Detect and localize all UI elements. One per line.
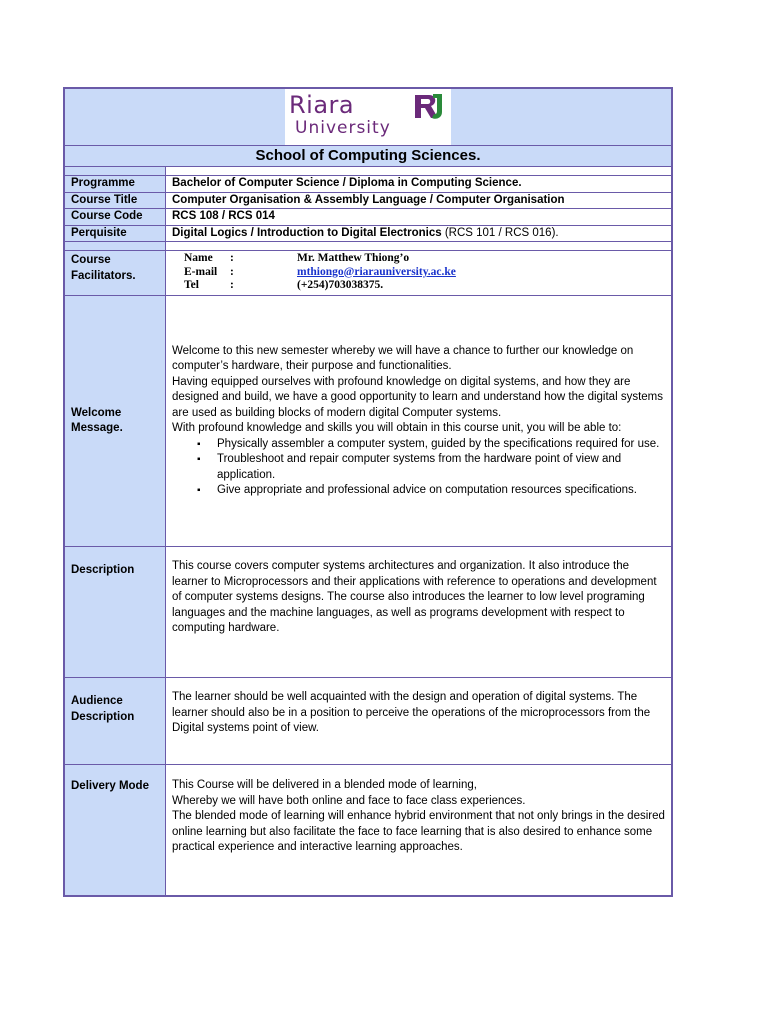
perquisite-value <box>166 225 672 242</box>
welcome-paragraph-1: Welcome to this new semester whereby we will have a chance to further our knowledge on computer’s hardware, their purpose and functionalities. <box>172 344 634 372</box>
course-outline-table <box>64 88 672 896</box>
name-colon: : <box>230 252 234 264</box>
logo-word-riara: Riara <box>289 91 355 119</box>
list-item: ▪ Troubleshoot and repair computer systems from the hardware point of view and application. <box>217 452 665 483</box>
riara-emblem-icon <box>411 92 445 122</box>
welcome-paragraph-2: Having equipped ourselves with profound knowledge on digital systems, and how they are designed and build, we have a good opportunity to learn and understand how the digital systems are used as building blocks of modern digital Computer systems. <box>172 375 663 419</box>
school-title: School of Computing Sciences. <box>65 146 672 167</box>
course-title-value: Computer Organisation & Assembly Language / Computer Organisation <box>166 192 672 209</box>
riara-university-logo <box>285 89 451 145</box>
facilitator-tel: (+254)703038375. <box>297 279 384 291</box>
list-item: ▪ Give appropriate and professional advice on computation resources specifications. <box>217 483 665 499</box>
tel-key: Tel <box>184 279 199 291</box>
facilitator-email-row <box>172 265 665 279</box>
course-title-label: Course Title <box>65 192 166 209</box>
programme-value: Bachelor of Computer Science / Diploma in Computing Science. <box>166 176 672 193</box>
list-item: ▪ Physically assembler a computer system, guided by the specifications required for use. <box>217 437 665 453</box>
course-outline-sheet <box>63 87 673 897</box>
delivery-text <box>166 765 672 896</box>
facilitator-name-row <box>172 251 665 265</box>
perquisite-value-bold: Digital Logics / Introduction to Digital Electronics <box>172 226 442 239</box>
welcome-label: Welcome Message. <box>65 296 166 547</box>
facilitator-tel-row <box>172 278 665 292</box>
facilitator-name: Mr. Matthew Thiong’o <box>297 252 410 264</box>
course-code-value: RCS 108 / RCS 014 <box>166 209 672 226</box>
outcomes-list <box>172 437 665 499</box>
facilitator-email-link[interactable]: mthiongo@riarauniversity.ac.ke <box>297 265 456 278</box>
delivery-line-3: The blended mode of learning will enhance hybrid environment that not only brings in the desired online learning but also facilitate the face to face learning that is also desired to enhance some practical experience and interactive learning approaches. <box>172 810 665 853</box>
perquisite-value-codes: (RCS 101 / RCS 016). <box>441 226 559 239</box>
audience-label: Audience Description <box>65 678 166 765</box>
name-key: Name <box>184 252 213 264</box>
spacer-value-cell <box>166 167 672 176</box>
facilitators-label: Course Facilitators. <box>65 251 166 296</box>
delivery-line-1: This Course will be delivered in a blended mode of learning, <box>172 779 477 791</box>
logo-word-university: University <box>295 118 391 138</box>
description-text: This course covers computer systems architectures and organization. It also introduce the learner to Microprocessors and their applications with reference to operations and development of computer systems designs. The course also introduces the learner to low level programing languages and the machine languages, as well as programs development with respect to computing hardware. <box>166 547 672 678</box>
facilitators-details <box>166 251 672 296</box>
course-code-label: Course Code <box>65 209 166 226</box>
spacer-value-cell <box>166 242 672 251</box>
programme-label: Programme <box>65 176 166 193</box>
audience-text: The learner should be well acquainted with the design and operation of digital systems. The learner should also be in a position to perceive the operations of the microprocessors from the Digital systems point of view. <box>166 678 672 765</box>
delivery-label: Delivery Mode <box>65 765 166 896</box>
tel-colon: : <box>230 279 234 291</box>
description-label: Description <box>65 547 166 678</box>
spacer-label-cell <box>65 242 166 251</box>
spacer-label-cell <box>65 167 166 176</box>
welcome-message <box>166 296 672 547</box>
email-colon: : <box>230 265 234 278</box>
perquisite-label: Perquisite <box>65 225 166 242</box>
delivery-line-2: Whereby we will have both online and face to face class experiences. <box>172 794 526 807</box>
welcome-paragraph-3: With profound knowledge and skills you will obtain in this course unit, you will be able to: <box>172 422 622 434</box>
logo-cell <box>65 89 672 146</box>
email-key: E-mail <box>184 265 218 278</box>
